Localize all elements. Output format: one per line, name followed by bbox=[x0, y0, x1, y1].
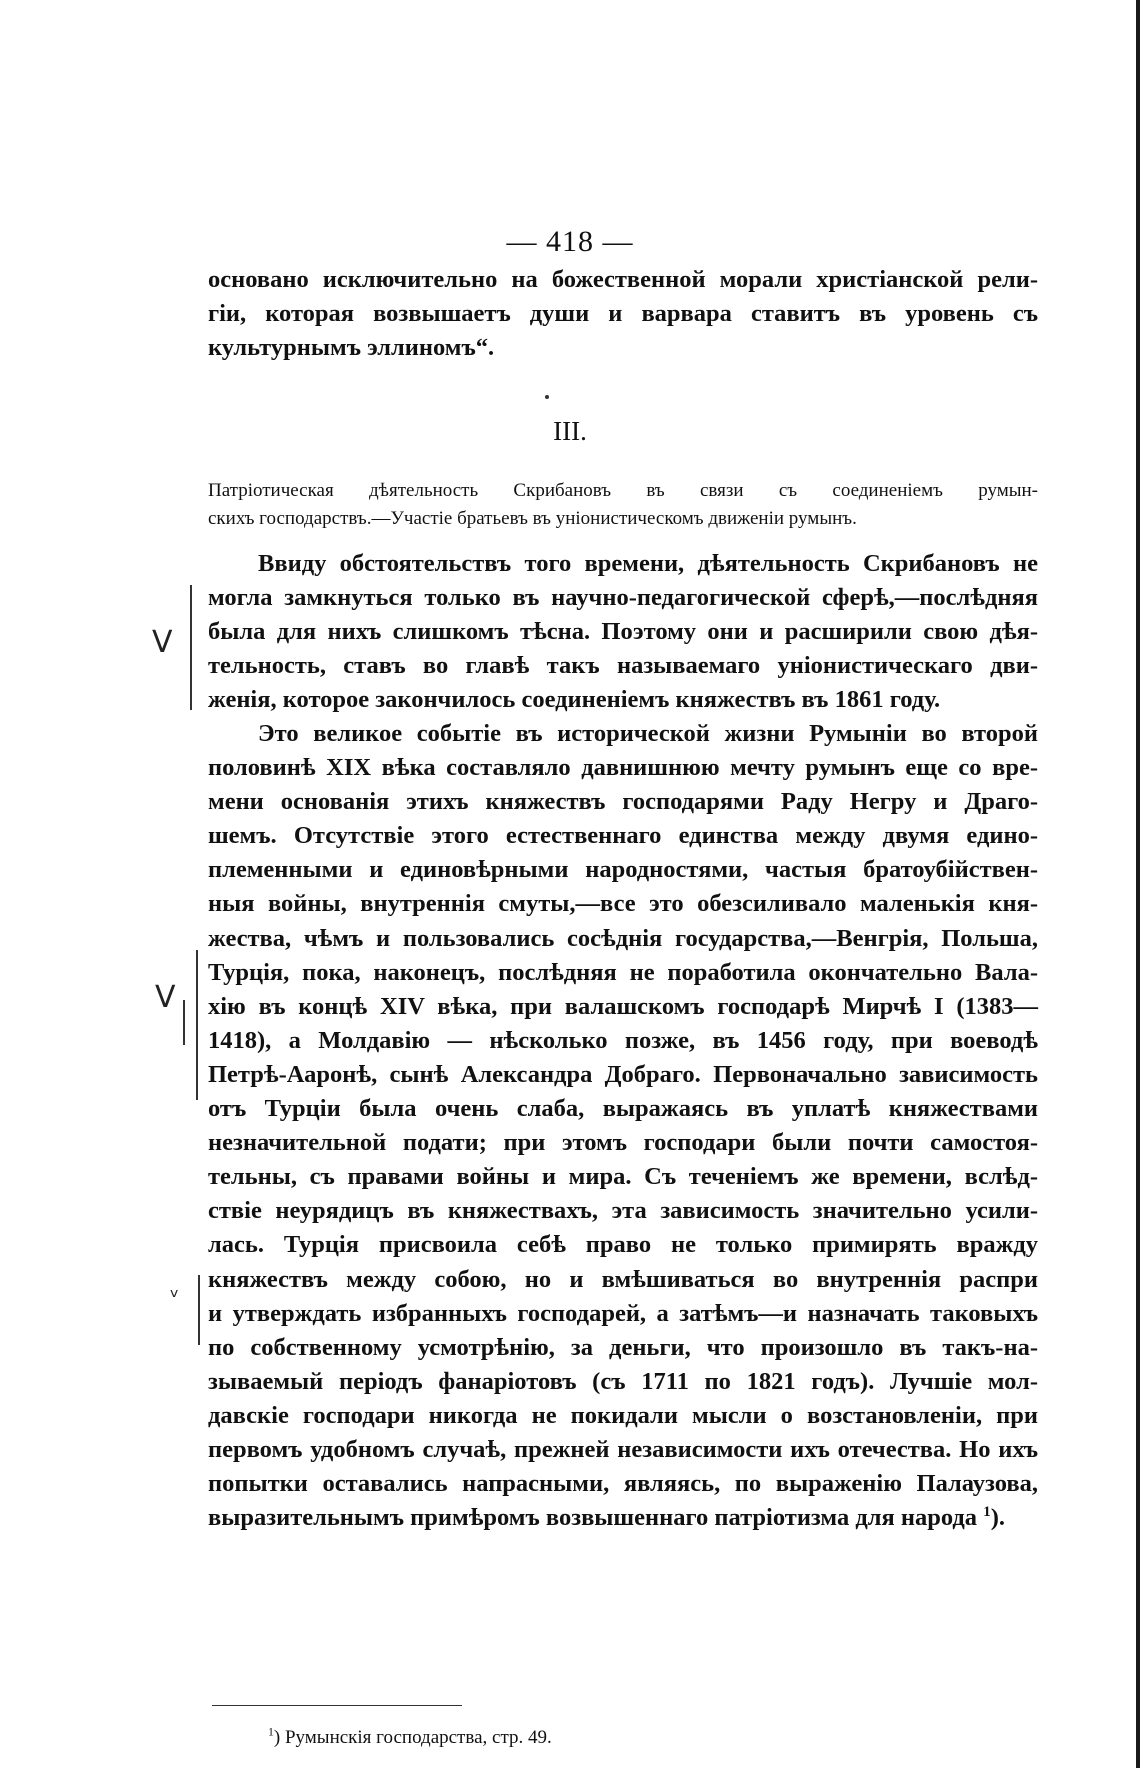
text-line: гіи, которая возвышаетъ души и варвара ставитъ въ уровень съ bbox=[208, 300, 1038, 328]
text-line: первомъ удобномъ случаѣ, прежней независимости ихъ отечества. Но ихъ bbox=[208, 1435, 1038, 1463]
text-line: тельность, ставъ во главѣ такъ называемаго уніонистическаго дви- bbox=[208, 652, 1038, 680]
margin-bracket-2 bbox=[196, 950, 198, 1100]
text-line-final bbox=[208, 1501, 1038, 1535]
margin-bracket-3 bbox=[198, 1275, 200, 1345]
subtitle-line: Патріотическая дѣятельность Скрибановъ въ связи съ соединеніемъ румын- bbox=[208, 480, 1038, 501]
footnote-marker-suffix: ) bbox=[273, 1727, 281, 1748]
page-edge-line bbox=[1136, 0, 1140, 1768]
paragraph-1 bbox=[208, 547, 1038, 717]
footnote bbox=[268, 1727, 552, 1749]
text-line: княжествъ между собою, но и вмѣшиваться во внутреннія распри bbox=[208, 1265, 1038, 1293]
text-line: женія, которое закончилось соединеніемъ княжествъ въ 1861 году. bbox=[208, 686, 941, 714]
margin-tick-2 bbox=[183, 1000, 185, 1045]
margin-check-mark-2: V bbox=[155, 980, 176, 1015]
text-line: лась. Турція присвоила себѣ право не только примирять вражду bbox=[208, 1231, 1038, 1259]
text-line: давскіе господари никогда не покидали мысли о возстановленіи, при bbox=[208, 1401, 1038, 1429]
text-line: зываемый періодъ фанаріотовъ (съ 1711 по 1821 годъ). Лучшіе мол- bbox=[208, 1367, 1038, 1395]
text-line-final-body: выразительнымъ примѣромъ возвышеннаго патріотизма для народа bbox=[208, 1504, 978, 1532]
section-heading: III. bbox=[553, 416, 587, 446]
text-line: могла замкнуться только въ научно-педагогической сферѣ,—послѣдняя bbox=[208, 584, 1038, 612]
text-line: попытки оставались напрасными, являясь, по выраженію Палаузова, bbox=[208, 1470, 1038, 1498]
text-line: Петрѣ-Ааронѣ, сынѣ Александра Добраго. Первоначально зависимость bbox=[208, 1060, 1038, 1088]
footnote-divider bbox=[212, 1705, 462, 1706]
paragraph-2 bbox=[208, 717, 1038, 1535]
text-line: ныя войны, внутреннія смуты,—все это обезсиливало маленькія кня- bbox=[208, 890, 1038, 918]
text-line: ствіе неурядицъ въ княжествахъ, эта зависимость значительно усили- bbox=[208, 1197, 1038, 1225]
text-line: по собственному усмотрѣнію, за деньги, что произошло въ такъ-на- bbox=[208, 1333, 1038, 1361]
footnote-reference: 1 bbox=[983, 1503, 991, 1520]
margin-check-mark-3: ᵥ bbox=[170, 1278, 180, 1303]
margin-bracket-1 bbox=[190, 585, 192, 710]
text-line: была для нихъ слишкомъ тѣсна. Поэтому они и расширили свою дѣя- bbox=[208, 618, 1038, 646]
text-line: культурнымъ эллиномъ“. bbox=[208, 334, 495, 362]
text-line: жества, чѣмъ и пользовались сосѣднія государства,—Венгрія, Польша, bbox=[208, 924, 1038, 952]
text-line: незначительной подати; при этомъ господари были почти самостоя- bbox=[208, 1129, 1038, 1157]
page-number: — 418 — bbox=[506, 225, 634, 258]
text-line: отъ Турціи была очень слаба, выражаясь въ уплатѣ княжествами bbox=[208, 1095, 1038, 1123]
text-line: 1418), а Молдавію — нѣсколько позже, въ 1456 году, при воеводѣ bbox=[208, 1026, 1038, 1054]
text-line: основано исключительно на божественной морали христіанской рели- bbox=[208, 266, 1038, 293]
text-line: и утверждать избранныхъ господарей, а затѣмъ—и назначать таковыхъ bbox=[208, 1299, 1038, 1327]
text-line-final-end: ). bbox=[990, 1504, 1006, 1532]
section-subtitle bbox=[208, 477, 1038, 533]
text-line: половинѣ XIX вѣка составляло давнишнюю мечту румынъ еще со вре- bbox=[208, 754, 1038, 782]
margin-check-mark-1: V bbox=[152, 625, 173, 660]
subtitle-line: скихъ господарствъ.—Участіе братьевъ въ уніонистическомъ движеніи румынъ. bbox=[208, 508, 857, 529]
text-line: Это великое событіе въ исторической жизни Румыніи во второй bbox=[258, 720, 1038, 747]
text-line: Ввиду обстоятельствъ того времени, дѣятельность Скрибановъ не bbox=[258, 550, 1038, 577]
text-line: шемъ. Отсутствіе этого естественнаго единства между двумя едино- bbox=[208, 822, 1038, 850]
text-line: племенными и единовѣрными народностями, частыя братоубійствен- bbox=[208, 856, 1038, 884]
text-line: Турція, пока, наконецъ, послѣдняя не поработила окончательно Вала- bbox=[208, 958, 1038, 986]
stray-dot bbox=[545, 395, 549, 399]
footnote-marker: 1 bbox=[268, 1725, 274, 1739]
intro-paragraph bbox=[208, 263, 1038, 365]
text-line: мени основанія этихъ княжествъ господарями Раду Негру и Драго- bbox=[208, 788, 1038, 816]
text-line: тельны, съ правами войны и мира. Съ теченіемъ же времени, вслѣд- bbox=[208, 1163, 1038, 1191]
footnote-text: Румынскія господарства, стр. 49. bbox=[284, 1727, 552, 1748]
text-line: хію въ концѣ XIV вѣка, при валашскомъ господарѣ Мирчѣ I (1383— bbox=[208, 992, 1038, 1020]
